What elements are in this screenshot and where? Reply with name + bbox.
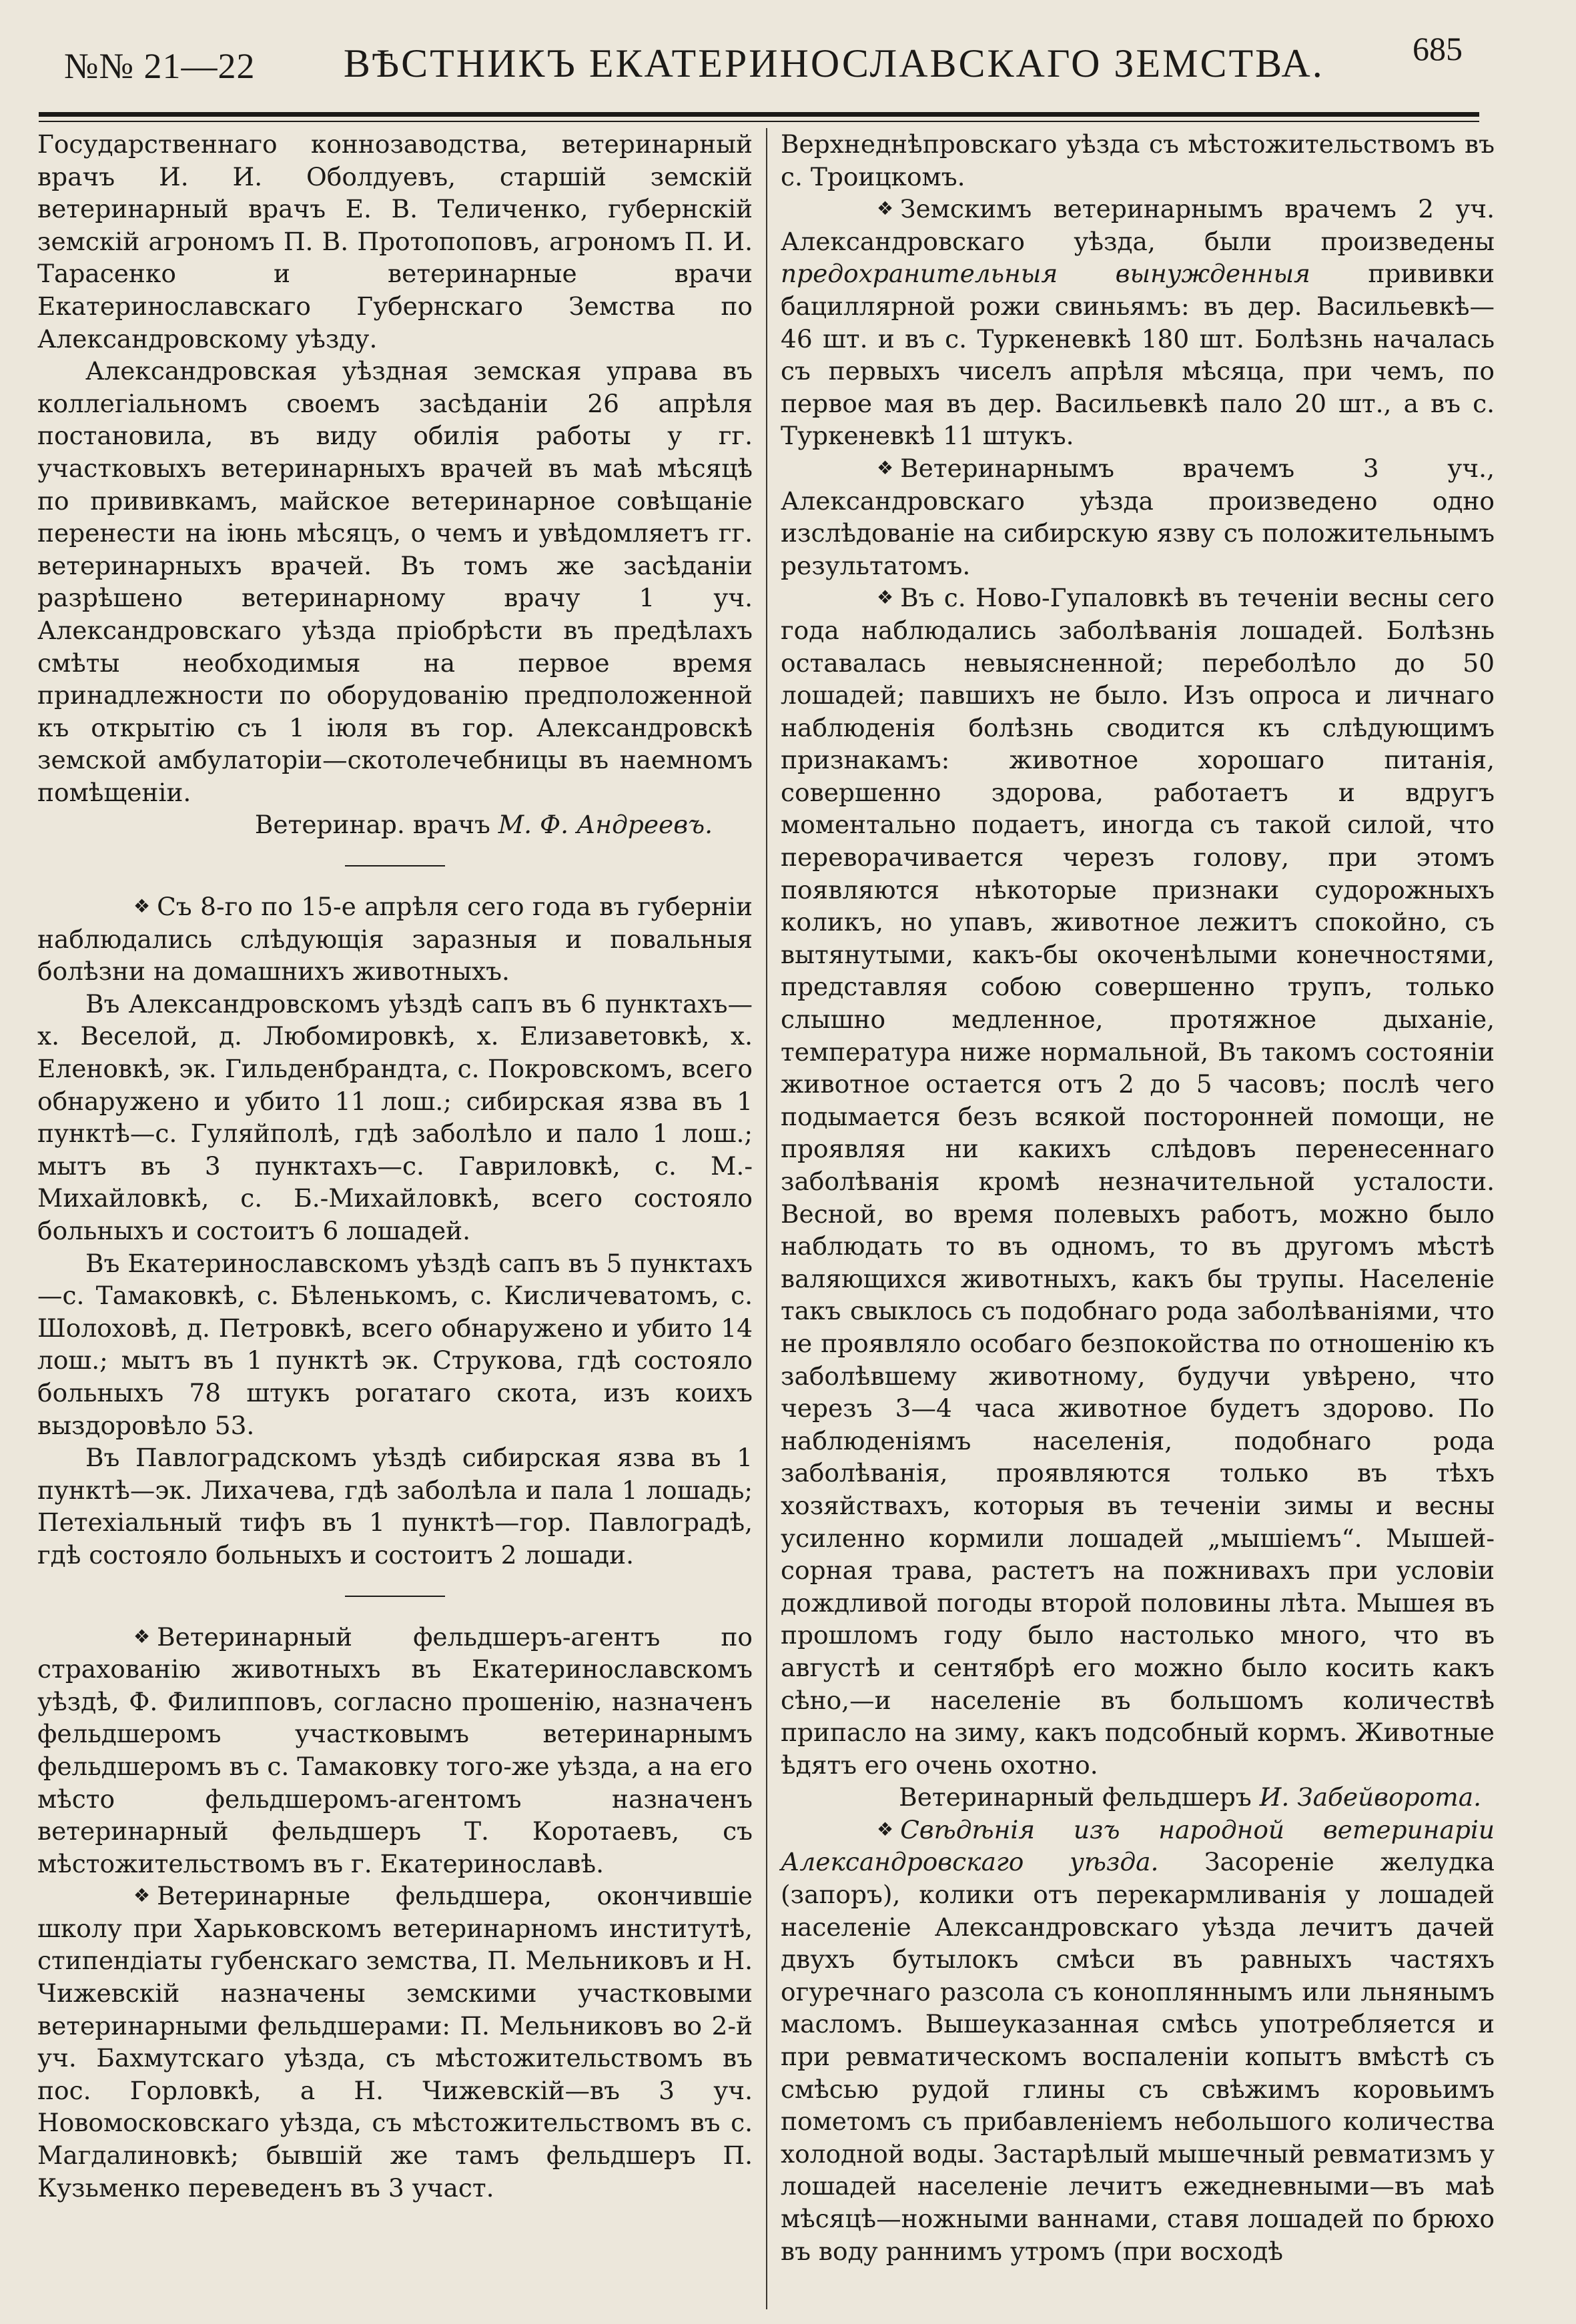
ornament-icon: ❖ [877, 586, 894, 609]
paragraph: Александровская уѣздная земская управа въ коллегіальномъ своемъ засѣданіи 26 апрѣля постановила, въ виду обилія работы у гг. участковыхъ ветеринарныхъ врачей въ маѣ мѣсяцѣ по прививкамъ, майское ветеринарное совѣщаніе перенести на іюнь мѣсяцъ, о чемъ и увѣдомляетъ гг. ветеринарныхъ врачей. Въ томъ же засѣданіи разрѣшено ветеринарному врачу 1 уч. Александровскаго уѣзда пріобрѣсти въ предѣлахъ смѣты необходимыя на первое время принадлежности по оборудованію предположенной къ открытію съ 1 іюля въ гор. Александровскѣ земской амбулаторіи—скотолечебницы въ наемномъ помѣщеніи. [37, 356, 753, 807]
paragraph: ❖ Съ 8-го по 15-е апрѣля сего года въ губерніи наблюдались слѣдующія заразныя и повальныя болѣзни на домашнихъ животныхъ. [37, 892, 753, 987]
paragraph: Государственнаго коннозаводства, ветеринарный врачъ И. И. Оболдуевъ, старшій земскій ветеринарный врачъ Е. В. Теличенко, губернскій земскій агрономъ П. В. Протопоповъ, агрономъ П. И. Тарасенко и ветеринарные врачи Екатеринославскаго Губернскаго Земства по Александровскому уѣзду. [37, 129, 753, 354]
ornament-icon: ❖ [133, 895, 151, 918]
ornament-icon: ❖ [877, 197, 894, 220]
paragraph: Въ Александровскомъ уѣздѣ сапъ въ 6 пунктахъ—х. Веселой, д. Любомировкѣ, х. Елизаветовкѣ, х. Еленовкѣ, эк. Гильденбрандта, с. Покровскомъ, всего обнаружено и убито 11 лош.; сибирская язва въ 1 пунктѣ—с. Гуляйполѣ, гдѣ заболѣло и пало 1 лош.; мытъ въ 3 пунктахъ—с. Гавриловкѣ, с. М.-Михайловкѣ, с. Б.-Михайловкѣ, всего состояло больныхъ и состоитъ 6 лошадей. [37, 989, 753, 1245]
signature-name: М. Ф. Андреевъ. [498, 810, 713, 840]
header-rule-thin [39, 121, 1479, 122]
page-number: 685 [1412, 30, 1463, 67]
section-divider [345, 865, 445, 866]
ornament-icon: ❖ [133, 1884, 151, 1907]
paragraph: ❖ Земскимъ ветеринарнымъ врачемъ 2 уч. Александровскаго уѣзда, были произведены предохранительныя вынужденныя прививки бациллярной рожи свиньямъ: въ дер. Васильевкѣ—46 шт. и въ с. Туркеневкѣ 180 шт. Болѣзнь началась съ первыхъ чиселъ апрѣля мѣсяца, при чемъ, по первое мая въ дер. Васильевкѣ пало 20 шт., а въ с. Туркеневкѣ 11 штукъ. [781, 194, 1495, 451]
left-column [37, 128, 753, 2204]
page-header [64, 20, 1463, 87]
ornament-icon: ❖ [133, 1625, 151, 1648]
paragraph: ❖ Ветеринарнымъ врачемъ 3 уч., Александровскаго уѣзда произведено одно изслѣдованіе на сибирскую язву съ положительнымъ результатомъ. [781, 453, 1495, 580]
ornament-icon: ❖ [877, 456, 894, 479]
paragraph: ❖ Свѣдѣнія изъ народной ветеринаріи Александровскаго уѣзда. Засореніе желудка (запоръ), колики отъ перекармливанія у лошадей населеніе Александровскаго уѣзда лечитъ дачей двухъ бутылокъ смѣси въ равныхъ частяхъ огуречнаго разсола съ конопляннымъ или льнянымъ масломъ. Вышеуказанная смѣсь употребляется и при ревматическомъ воспаленіи копытъ вмѣстѣ съ смѣсью рудой глины съ свѣжимъ коровьимъ пометомъ съ прибавленіемъ небольшого количества холодной воды. Застарѣлый мышечный ревматизмъ у лошадей населеніе лечитъ ежедневными—въ маѣ мѣсяцѣ—ножными ваннами, ставя лошадей по брюхо въ воду раннимъ утромъ (при восходѣ [781, 1814, 1495, 2266]
paragraph: Въ Павлоградскомъ уѣздѣ сибирская язва въ 1 пунктѣ—эк. Лихачева, гдѣ заболѣла и пала 1 лошадь; Петехіальный тифъ въ 1 пунктѣ—гор. Павлоградѣ, гдѣ состояло больныхъ и состоитъ 2 лошади. [37, 1443, 753, 1570]
right-column [781, 128, 1495, 2267]
paragraph: ❖ Ветеринарные фельдшера, окончившіе школу при Харьковскомъ ветеринарномъ институтѣ, стипендіаты губенскаго земства, П. Мельниковъ и Н. Чижевскій назначены земскими участковыми ветеринарными фельдшерами: П. Мельниковъ во 2-й уч. Бахмутскаго уѣзда, съ мѣстожительствомъ въ пос. Горловкѣ, а Н. Чижевскій—въ 3 уч. Новомосковскаго уѣзда, съ мѣстожительствомъ въ с. Магдалиновкѣ; бывшій же тамъ фельдшеръ П. Кузьменко переведенъ въ 3 участ. [37, 1881, 753, 2203]
paragraph: ❖ Ветеринарный фельдшеръ-агентъ по страхованію животныхъ въ Екатеринославскомъ уѣздѣ, Ф. Филипповъ, согласно прошенію, назначенъ фельдшеромъ участковымъ ветеринарнымъ фельдшеромъ въ с. Тамаковку того-же уѣзда, а на его мѣсто фельдшеромъ-агентомъ назначенъ ветеринарный фельдшеръ Т. Коротаевъ, съ мѣстожительствомъ въ г. Екатеринославѣ. [37, 1622, 753, 1878]
issue-number: №№ 21—22 [64, 46, 256, 86]
signature [781, 1781, 1495, 1814]
section-divider [345, 1596, 445, 1597]
signature-name: И. Забейворота. [1259, 1782, 1481, 1812]
paragraph: ❖ Въ с. Ново-Гупаловкѣ въ теченіи весны сего года наблюдались заболѣванія лошадей. Болѣзнь оставалась невыясненной; переболѣло до 50 лошадей; павшихъ не было. Изъ опроса и личнаго наблюденія болѣзнь сводится къ слѣдующимъ признакамъ: животное хорошаго питанія, совершенно здорова, работаетъ и вдругъ моментально подаетъ, иногда съ такой силой, что переворачивается черезъ голову, при этомъ появляются нѣкоторые признаки судорожныхъ коликъ, но упавъ, животное лежитъ спокойно, съ вытянутыми, какъ-бы окоченѣлыми конечностями, представляя собою совершенно трупъ, только слышно медленное, протяжное дыханіе, температура ниже нормальной, Въ такомъ состояніи животное остается отъ 2 до 5 часовъ; послѣ чего подымается безъ всякой посторонней помощи, не проявляя ни какихъ слѣдовъ перенесеннаго заболѣванія кромѣ незначительной усталости. Весной, во время полевыхъ работъ, можно было наблюдать то въ одномъ, то въ другомъ мѣстѣ валяющихся животныхъ, какъ бы трупы. Населеніе такъ свыклось съ подобнаго рода заболѣваніями, что не проявляло особаго безпокойства по отношенію къ заболѣвшему животному, будучи увѣрено, что черезъ 3—4 часа животное будетъ здорово. По наблюденіямъ населенія, подобнаго рода заболѣванія, проявляются только въ тѣхъ хозяйствахъ, которыя въ теченіи зимы и весны усиленно кормили лошадей „мышіемъ“. Мышей-сорная трава, растетъ на пожнивахъ при условіи дождливой погоды второй половины лѣта. Мышея въ прошломъ году было настолько много, что въ августѣ и сентябрѣ его можно было косить какъ сѣно,—и населеніе въ большомъ количествѣ припасло на зиму, какъ подсобный кормъ. Животные ѣдятъ его очень охотно. [781, 583, 1495, 1780]
signature-role: Ветеринар. врачъ [254, 810, 490, 840]
journal-title: ВѢСТНИКЪ ЕКАТЕРИНОСЛАВСКАГО ЗЕМСТВА. [343, 41, 1324, 85]
signature [37, 808, 753, 841]
paragraph: Въ Екатеринославскомъ уѣздѣ сапъ въ 5 пунктахъ—с. Тамаковкѣ, с. Бѣленькомъ, с. Кисличеватомъ, с. Шолоховѣ, д. Петровкѣ, всего обнаружено и убито 14 лош.; мытъ въ 1 пунктѣ эк. Струкова, гдѣ состояло больныхъ 78 штукъ рогатаго скота, изъ коихъ выздоровѣло 53. [37, 1248, 753, 1440]
signature-role: Ветеринарный фельдшеръ [899, 1782, 1252, 1812]
paragraph: Верхнеднѣпровскаго уѣзда съ мѣстожительствомъ въ с. Троицкомъ. [781, 129, 1495, 191]
header-rule-thick [39, 112, 1479, 117]
column-separator [766, 128, 767, 2309]
ornament-icon: ❖ [877, 1818, 894, 1840]
